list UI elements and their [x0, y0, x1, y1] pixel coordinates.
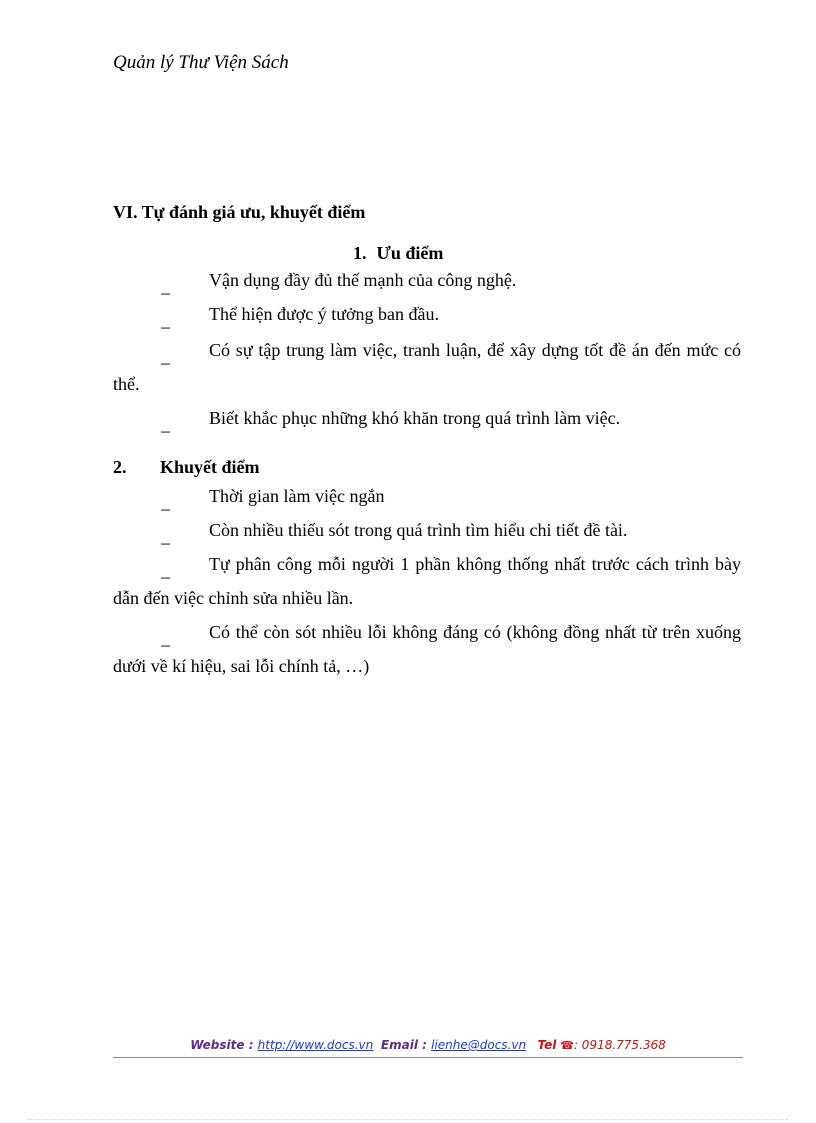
disadvantages-title: Khuyết điểm	[160, 457, 260, 477]
disadvantage-item	[113, 547, 741, 615]
website-link[interactable]: http://www.docs.vn	[257, 1038, 374, 1052]
bullet-dash: _	[161, 526, 170, 546]
advantage-item	[113, 401, 741, 435]
bullet-dash: _	[161, 492, 170, 512]
bullet-dash: _	[161, 628, 170, 648]
advantage-text: Thể hiện được ý tưởng ban đầu.	[209, 304, 439, 324]
bullet-dash: _	[161, 346, 170, 366]
bullet-dash: _	[161, 310, 170, 330]
disadvantage-item	[113, 479, 741, 513]
disadvantage-text: Có thể còn sót nhiều lỗi không đáng có (không đồng nhất từ trên xuống dưới về kí hiệu, sai lỗi chính tả, …)	[113, 622, 741, 676]
website-separator: :	[244, 1038, 258, 1052]
advantage-text: Có sự tập trung làm việc, tranh luận, để xây dựng tốt đề án đến mức có thể.	[113, 340, 741, 394]
footer-divider	[113, 1057, 743, 1058]
disadvantage-item	[113, 615, 741, 683]
page-bottom-border	[28, 1119, 788, 1120]
email-separator: :	[417, 1038, 432, 1052]
advantages-heading	[353, 243, 443, 264]
advantage-item	[113, 333, 741, 401]
disadvantage-text: Thời gian làm việc ngắn	[209, 486, 385, 506]
advantages-title: Ưu điểm	[376, 243, 444, 263]
section-title: VI. Tự đánh giá ưu, khuyết điểm	[113, 202, 366, 222]
advantage-text: Biết khắc phục những khó khăn trong quá trình làm việc.	[209, 408, 621, 428]
email-label: Email	[380, 1038, 418, 1052]
advantages-number: 1.	[353, 243, 367, 263]
bullet-dash: _	[161, 560, 170, 580]
disadvantages-number: 2.	[113, 457, 127, 477]
website-label: Website	[190, 1038, 245, 1052]
disadvantage-text: Còn nhiều thiếu sót trong quá trình tìm hiểu chi tiết đề tài.	[209, 520, 628, 540]
phone-icon: ☎	[560, 1039, 574, 1052]
bullet-dash: _	[161, 414, 170, 434]
disadvantages-heading	[113, 457, 260, 478]
phone-number: : 0918.775.368	[573, 1038, 666, 1052]
disadvantage-item	[113, 513, 741, 547]
advantage-item	[113, 297, 741, 331]
disadvantage-text: Tự phân công mỗi người 1 phần không thống nhất trước cách trình bày dẫn đến việc chỉnh sửa nhiều lần.	[113, 554, 741, 608]
page-header-title: Quản lý Thư Viện Sách	[113, 52, 289, 73]
email-link[interactable]: lienhe@docs.vn	[431, 1038, 527, 1052]
advantage-text: Vận dụng đầy đủ thế mạnh của công nghệ.	[209, 270, 517, 290]
page-footer	[113, 1038, 743, 1052]
bullet-dash: _	[161, 276, 170, 296]
tel-label: Tel	[537, 1038, 557, 1052]
advantage-item	[113, 263, 741, 297]
